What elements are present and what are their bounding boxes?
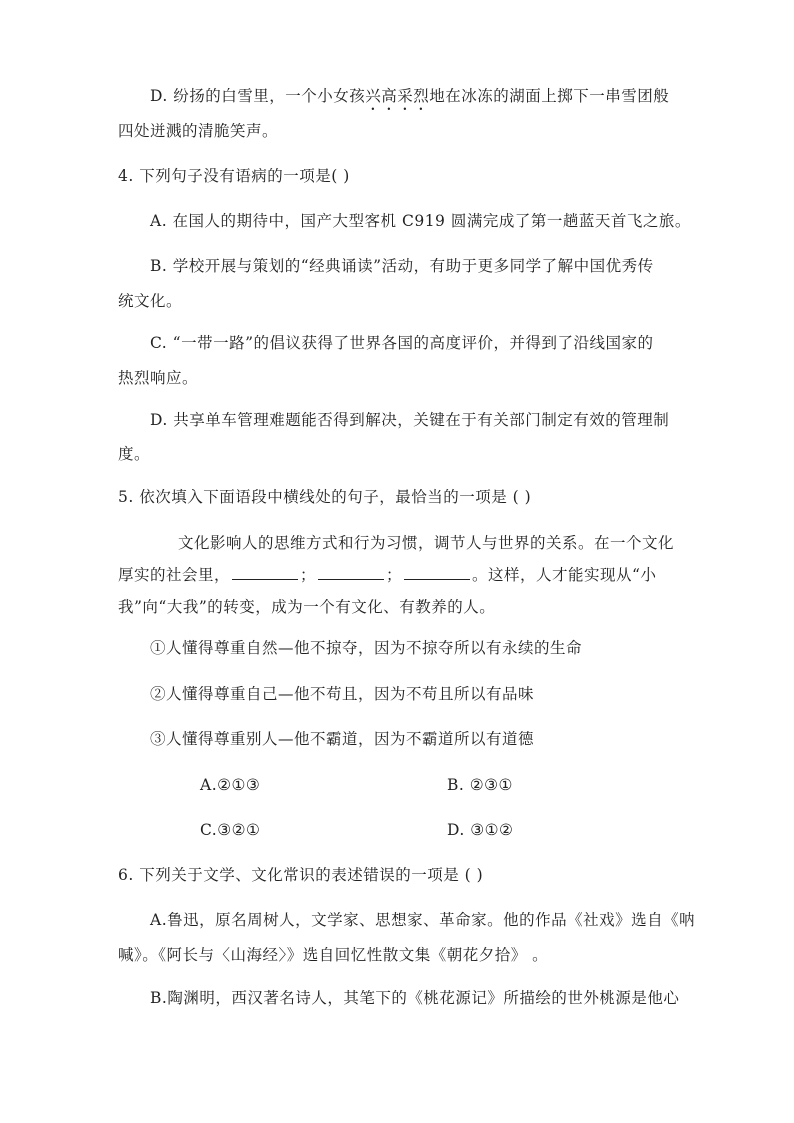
fill-in-blank-3[interactable] <box>404 565 470 580</box>
q5-option-d: D. ③①② <box>447 821 514 839</box>
q5-sentence-1: ①人懂得尊重自然—他不掠夺，因为不掠夺所以有永续的生命 <box>150 639 583 657</box>
q4-option-d-line1: D. 共享单车管理难题能否得到解决，关键在于有关部门制定有效的管理制 <box>150 411 670 429</box>
q5-passage-line2-start: 厚实的社会里， <box>118 566 231 584</box>
q5-passage-line3: 我”向“大我”的转变，成为一个有文化、有教养的人。 <box>118 598 496 616</box>
fill-in-blank-1[interactable] <box>232 565 298 580</box>
q3-option-d-text-after: 地在冰冻的湖面上掷下一串雪团般 <box>429 87 670 105</box>
q5-option-c: C.③②① <box>200 821 261 839</box>
q4-option-c-line1: C. “一带一路”的倡议获得了世界各国的高度评价，并得到了沿线国家的 <box>150 334 654 352</box>
q6-option-a-line1: A.鲁迅，原名周树人，文学家、思想家、革命家。他的作品《社戏》选自《呐 <box>150 911 696 929</box>
q5-sentence-2: ②人懂得尊重自己—他不苟且，因为不苟且所以有品味 <box>150 685 535 703</box>
q5-passage-line1: 文化影响人的思维方式和行为习惯，调节人与世界的关系。在一个文化 <box>178 534 675 552</box>
q3-option-d-line2: 四处迸溅的清脆笑声。 <box>118 122 279 140</box>
q4-option-b-line1: B. 学校开展与策划的“经典诵读”活动，有助于更多同学了解中国优秀传 <box>150 257 654 275</box>
q5-option-b: B. ②③① <box>447 776 513 794</box>
q5-option-a: A.②①③ <box>200 776 261 794</box>
q5-separator-1: ； <box>300 566 317 584</box>
q5-passage-line2-end: 。这样，人才能实现从“小 <box>472 566 657 584</box>
q4-option-b-line2: 统文化。 <box>118 292 183 310</box>
q4-option-c-line2: 热烈响应。 <box>118 369 199 387</box>
q5-stem: 5. 依次填入下面语段中横线处的句子，最恰当的一项是 ( ) <box>118 488 532 506</box>
q4-option-d-line2: 度。 <box>118 445 151 463</box>
q6-option-a-line2: 喊》。《阿长与〈山海经〉》选自回忆性散文集《朝花夕拾》 。 <box>118 946 549 964</box>
q5-sentence-3: ③人懂得尊重别人—他不霸道，因为不霸道所以有道德 <box>150 730 535 748</box>
q4-stem: 4. 下列句子没有语病的一项是( ) <box>118 167 350 185</box>
q4-option-a: A. 在国人的期待中，国产大型客机 C919 圆满完成了第一趟蓝天首飞之旅。 <box>150 212 691 230</box>
q3-option-d-text-before: D. 纷扬的白雪里，一个小女孩 <box>150 87 366 105</box>
fill-in-blank-2[interactable] <box>318 565 384 580</box>
q5-passage-line2 <box>118 565 656 585</box>
q3-option-d-emphasized-word: 兴高采烈 <box>365 87 430 105</box>
q6-stem: 6. 下列关于文学、文化常识的表述错误的一项是 ( ) <box>118 866 484 884</box>
q6-option-b-line1: B.陶渊明，西汉著名诗人，其笔下的《桃花源记》所描绘的世外桃源是他心 <box>150 989 680 1007</box>
q3-option-d <box>150 86 669 114</box>
q5-separator-2: ； <box>386 566 403 584</box>
